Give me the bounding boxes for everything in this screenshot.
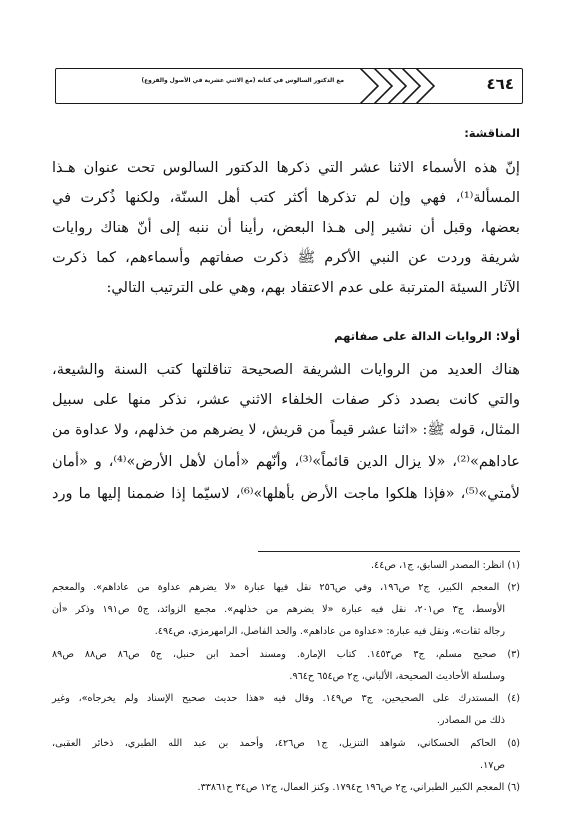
paragraph-line: المثال، قوله ﷺ: «اثنا عشر قيماً من قريش، لا يضرهم من خذلهم، ولا عداوة من — [52, 422, 520, 438]
footnote-separator — [258, 551, 520, 552]
footnote-2-line-1: (٢) المعجم الكبير، ج٢ ص١٩٦، وفي ص٢٥٦ نقل فيها عبارة «لا يضرهم عداوة من عاداهم». والمعجم — [52, 582, 520, 593]
footnote-6: (٦) المعجم الكبير الطبراني، ج٢ ص١٩٦ ح١٧٩٤. وكنز العمال، ج١٢ ص٣٤ ح٣٣٨٦١. — [197, 782, 520, 793]
section-heading-first: أولا: الروايات الدالة على صفاتهم — [334, 329, 520, 343]
running-header-title: مع الدكتور السالوس في كتابه (مع الاثني عشرية في الأصول والفروع) — [141, 78, 344, 84]
running-header — [55, 68, 523, 104]
paragraph-line: المسألة⁽¹⁾، فهي وإن لم تذكرها أكثر كتب أهل السنّة، ولكنها ذُكرت في — [52, 189, 520, 206]
page-number: ٤٦٤ — [486, 75, 514, 93]
footnote-5-line-2: ص١٧. — [480, 760, 505, 771]
footnote-2-line-2: الأوسط، ج٣ ص٢٠١، نقل فيه عبارة «لا يضرهم من خذلهم». مجمع الزوائد، ج٥ ص١٩١ وذكر «أن — [52, 604, 505, 615]
section-heading-discussion: المناقشة: — [464, 126, 520, 140]
footnote-2-line-3: رجاله ثقات»، ونقل فيه عبارة: «عداوة من عاداهم». والحد الفاصل، الرامهرمزي، ص٤٩٤. — [154, 626, 505, 637]
footnote-1: (١) انظر: المصدر السابق، ج١، ص٤٤. — [370, 560, 520, 571]
paragraph-line: والتي كانت بصدد ذكر صفات الخلفاء الاثني عشر، نذكر منها على سبيل — [52, 391, 520, 408]
paragraph-line: لأمتي»⁽⁵⁾، «فإذا هلكوا ماجت الأرض بأهلها»⁽⁶⁾، لاسيّما إذا ضممنا إليها ما ورد — [52, 485, 520, 502]
footnote-4-line-2: ذلك من المصادر. — [436, 715, 505, 726]
paragraph-line: إنّ هذه الأسماء الاثنا عشر التي ذكرها الدكتور السالوس تحت عنوان هـذا — [52, 159, 520, 176]
paragraph-line: بعضها، وقبل أن نشير إلى هـذا البعض، رأينا أن ننبه إلى أنّ هناك روايات — [52, 219, 520, 236]
paragraph-line: هناك العديد من الروايات الشريفة الصحيحة تناقلتها كتب السنة والشيعة، — [52, 361, 520, 378]
paragraph-line: شريفة وردت عن النبي الأكرم ﷺ ذكرت صفاتهم وأسماءهم، كما ذكرت — [52, 249, 520, 266]
paragraph-line: الآثار السيئة المترتبة على عدم الاعتقاد بهم، وهي على الترتيب التالي: — [106, 279, 520, 296]
footnote-4-line-1: (٤) المستدرك على الصحيحين، ج٣ ص١٤٩. وقال فيه «هذا حديث صحيح الإسناد ولم يخرجاه»، وغير — [52, 693, 520, 704]
footnote-5-line-1: (٥) الحاكم الحسكاني، شواهد التنزيل، ج١ ص٤٢٦، وأحمد بن عبد الله الطبري، ذخائر العقبى، — [52, 738, 521, 749]
header-chevron-ornament — [360, 68, 460, 104]
paragraph-line: عاداهم»⁽²⁾، «لا يزال الدين قائماً»⁽³⁾، وأنّهم «أمان لأهل الأرض»⁽⁴⁾، و «أمان — [52, 453, 521, 470]
footnote-3-line-2: وسلسلة الأحاديث الصحيحة، الألباني، ج٢ ص٦٥٤ ح٩٦٤. — [289, 671, 505, 682]
footnote-3-line-1: (٣) صحيح مسلم، ج٣ ص١٤٥٣. كتاب الإمارة. ومسند أحمد ابن حنبل، ج٥ ص٨٦ ص٨٨ ص٨٩ — [52, 649, 521, 660]
